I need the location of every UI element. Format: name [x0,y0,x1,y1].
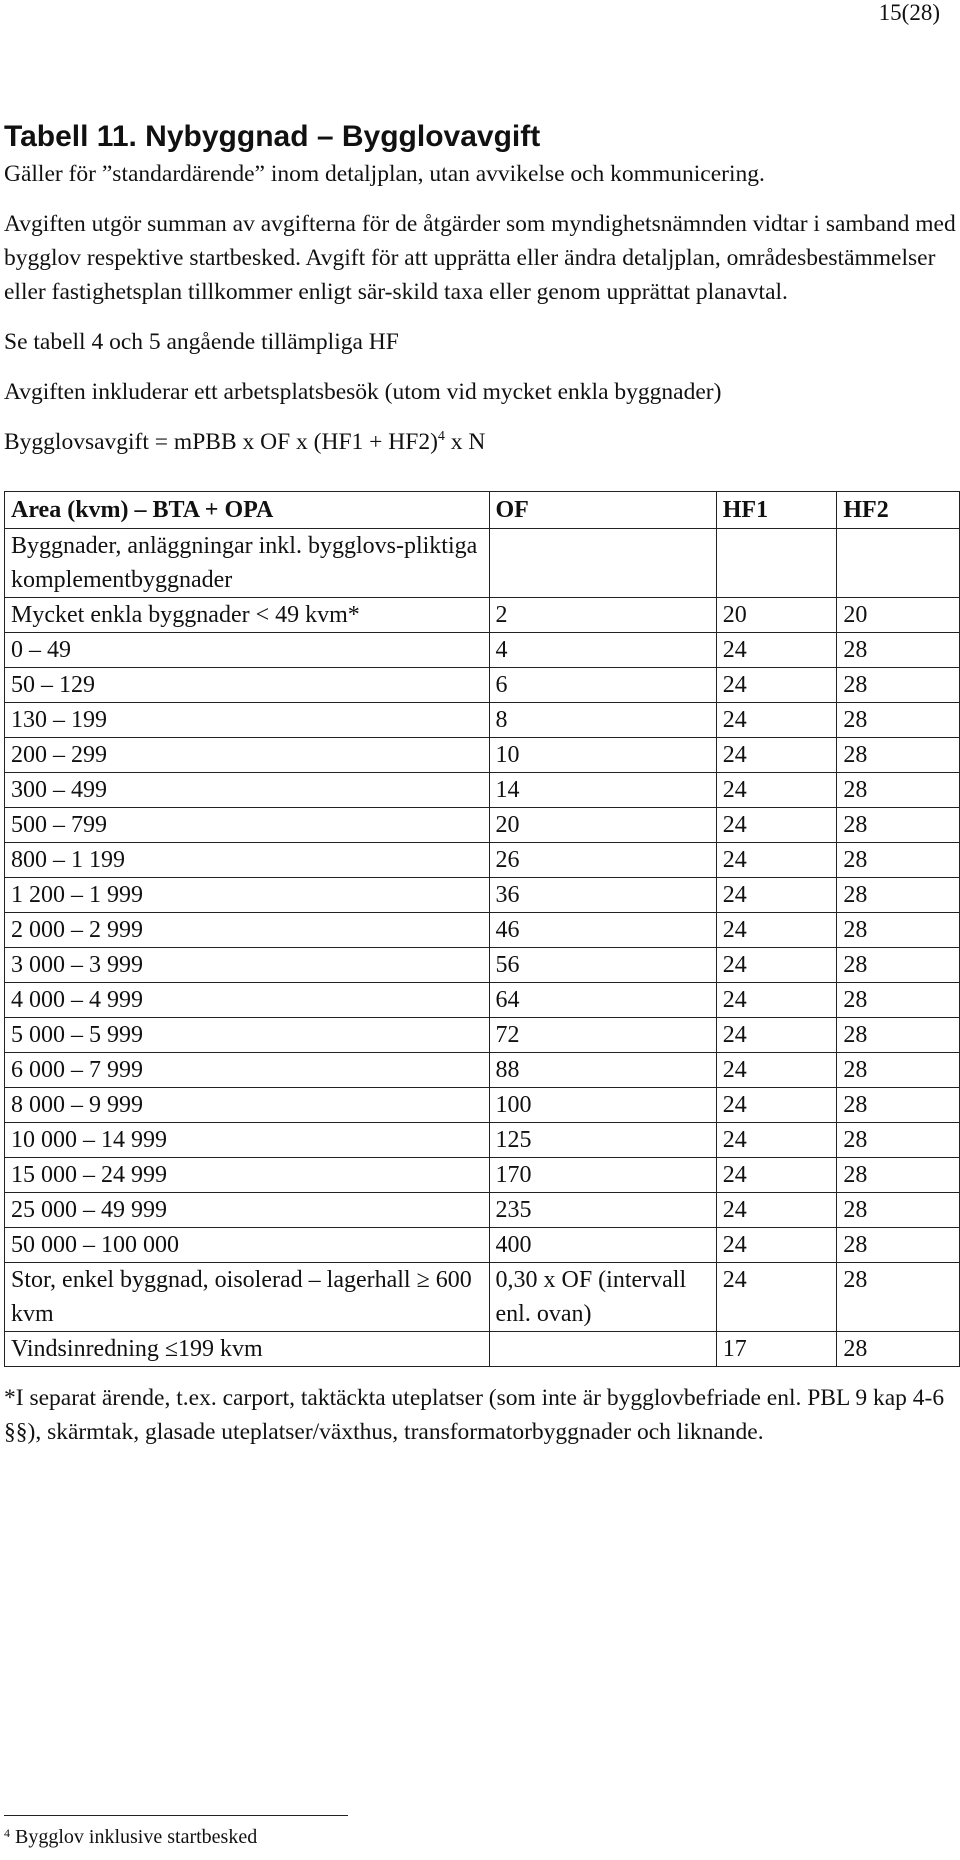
of-cell: 56 [489,948,716,983]
header-hf2: HF2 [837,492,960,529]
formula-text: Bygglovsavgift = mPBB x OF x (HF1 + HF2) [4,429,438,455]
of-cell: 64 [489,983,716,1018]
hf1-cell: 24 [716,1123,837,1158]
footnote-marker: 4 [4,1826,10,1840]
area-cell: 800 – 1 199 [5,843,490,878]
footnote [4,1825,257,1849]
hf1-cell: 24 [716,913,837,948]
hf2-cell: 28 [837,1263,960,1332]
area-cell: 5 000 – 5 999 [5,1018,490,1053]
hf2-cell: 28 [837,668,960,703]
page-number: 15(28) [878,0,940,25]
hf2-cell: 28 [837,1332,960,1367]
table-section-row [5,529,960,598]
of-cell: 170 [489,1158,716,1193]
intro-text: Gäller för ”standardärende” inom detaljplan, utan avvikelse och kommunicering. [4,161,765,187]
of-cell: 400 [489,1228,716,1263]
area-cell: 2 000 – 2 999 [5,913,490,948]
of-cell: 4 [489,633,716,668]
hf2-cell: 28 [837,1088,960,1123]
fee-formula [4,425,959,459]
of-cell: 6 [489,668,716,703]
hf1-cell: 24 [716,1228,837,1263]
of-cell: 0,30 x OF (intervall enl. ovan) [489,1263,716,1332]
hf2-cell: 28 [837,1123,960,1158]
section-empty-cell [489,529,716,598]
table-row [5,983,960,1018]
table-row-attic [5,1332,960,1367]
table-row [5,808,960,843]
area-cell: Stor, enkel byggnad, oisolerad – lagerhall ≥ 600 kvm [5,1263,490,1332]
hf2-cell: 20 [837,598,960,633]
table-row [5,843,960,878]
of-cell: 36 [489,878,716,913]
table-row [5,1193,960,1228]
hf2-cell: 28 [837,1053,960,1088]
document-body [4,120,959,1473]
table-note: *I separat ärende, t.ex. carport, taktäckta uteplatser (som inte är bygglovbefriade enl. PBL 9 kap 4-6 §§), skärmtak, glasade uteplatser/växthus, transformatorbyggnader och liknande. [4,1385,945,1445]
hf1-cell: 17 [716,1332,837,1367]
header-area: Area (kvm) – BTA + OPA [5,492,490,529]
table-row [5,1053,960,1088]
of-cell: 2 [489,598,716,633]
area-cell: 10 000 – 14 999 [5,1123,490,1158]
hf2-cell: 28 [837,773,960,808]
table-row [5,913,960,948]
of-cell: 88 [489,1053,716,1088]
area-cell: 1 200 – 1 999 [5,878,490,913]
of-cell: 8 [489,703,716,738]
hf2-cell: 28 [837,633,960,668]
area-cell: 4 000 – 4 999 [5,983,490,1018]
area-cell: 50 – 129 [5,668,490,703]
area-cell: 8 000 – 9 999 [5,1088,490,1123]
hf1-cell: 24 [716,878,837,913]
of-cell: 14 [489,773,716,808]
hf2-cell: 28 [837,983,960,1018]
table-row [5,878,960,913]
hf2-cell: 28 [837,948,960,983]
of-cell: 10 [489,738,716,773]
table-row-large-simple-building [5,1263,960,1332]
table-row [5,668,960,703]
hf1-cell: 24 [716,948,837,983]
hf1-cell: 24 [716,1053,837,1088]
area-cell: 0 – 49 [5,633,490,668]
of-cell: 235 [489,1193,716,1228]
hf1-cell: 24 [716,668,837,703]
hf2-cell: 28 [837,1018,960,1053]
header-of: OF [489,492,716,529]
of-cell: 100 [489,1088,716,1123]
hf1-cell: 24 [716,738,837,773]
table-row [5,633,960,668]
area-cell: 50 000 – 100 000 [5,1228,490,1263]
of-cell [489,1332,716,1367]
hf1-cell: 24 [716,983,837,1018]
table-row [5,1158,960,1193]
formula-footnote-ref: 4 [437,429,445,444]
hf1-cell: 24 [716,1018,837,1053]
area-cell: 130 – 199 [5,703,490,738]
hf2-cell: 28 [837,738,960,773]
table-row [5,773,960,808]
table-row [5,1018,960,1053]
table-header-row [5,492,960,529]
hf1-cell: 24 [716,1263,837,1332]
footnote-divider [4,1815,348,1816]
section-empty-cell [837,529,960,598]
fee-description: Avgiften utgör summan av avgifterna för de åtgärder som myndighetsnämnden vidtar i samband med bygglov respektive startbesked. Avgift för att upprätta eller ändra detaljplan, områdesbestämmelser eller fastighetsplan tillkommer enligt sär-skild taxa eller genom upprättat planavtal. [4,211,956,305]
hf1-cell: 24 [716,633,837,668]
area-cell: Mycket enkla byggnader < 49 kvm* [5,598,490,633]
of-cell: 46 [489,913,716,948]
hf2-cell: 28 [837,1158,960,1193]
formula-tail: x N [444,429,486,455]
table-body [5,529,960,1367]
hf2-cell: 28 [837,843,960,878]
area-cell: 3 000 – 3 999 [5,948,490,983]
hf2-cell: 28 [837,703,960,738]
area-cell: 15 000 – 24 999 [5,1158,490,1193]
hf1-cell: 24 [716,843,837,878]
hf2-cell: 28 [837,808,960,843]
hf1-cell: 24 [716,808,837,843]
header-hf1: HF1 [716,492,837,529]
area-cell: 6 000 – 7 999 [5,1053,490,1088]
area-cell: 200 – 299 [5,738,490,773]
hf1-cell: 24 [716,1193,837,1228]
hf1-cell: 24 [716,773,837,808]
hf2-cell: 28 [837,1193,960,1228]
of-cell: 26 [489,843,716,878]
hf1-cell: 24 [716,703,837,738]
site-visit-note: Avgiften inkluderar ett arbetsplatsbesök (utom vid mycket enkla byggnader) [4,379,722,405]
area-cell: 25 000 – 49 999 [5,1193,490,1228]
table-row [5,1228,960,1263]
section-label: Byggnader, anläggningar inkl. bygglovs-pliktiga komplementbyggnader [5,529,490,598]
table-row [5,738,960,773]
area-cell: 300 – 499 [5,773,490,808]
area-cell: 500 – 799 [5,808,490,843]
fee-table [4,491,960,1367]
section-empty-cell [716,529,837,598]
table-row [5,703,960,738]
table-title: Tabell 11. Nybyggnad – Bygglovavgift [4,120,541,153]
hf2-cell: 28 [837,878,960,913]
hf1-cell: 24 [716,1158,837,1193]
table-row [5,948,960,983]
table-row [5,598,960,633]
area-cell: Vindsinredning ≤199 kvm [5,1332,490,1367]
of-cell: 20 [489,808,716,843]
of-cell: 125 [489,1123,716,1158]
hf2-cell: 28 [837,1228,960,1263]
hf1-cell: 20 [716,598,837,633]
table-row [5,1123,960,1158]
of-cell: 72 [489,1018,716,1053]
footnote-text: Bygglov inklusive startbesked [15,1826,258,1848]
hf-reference: Se tabell 4 och 5 angående tillämpliga HF [4,329,399,355]
hf2-cell: 28 [837,913,960,948]
table-row [5,1088,960,1123]
hf1-cell: 24 [716,1088,837,1123]
